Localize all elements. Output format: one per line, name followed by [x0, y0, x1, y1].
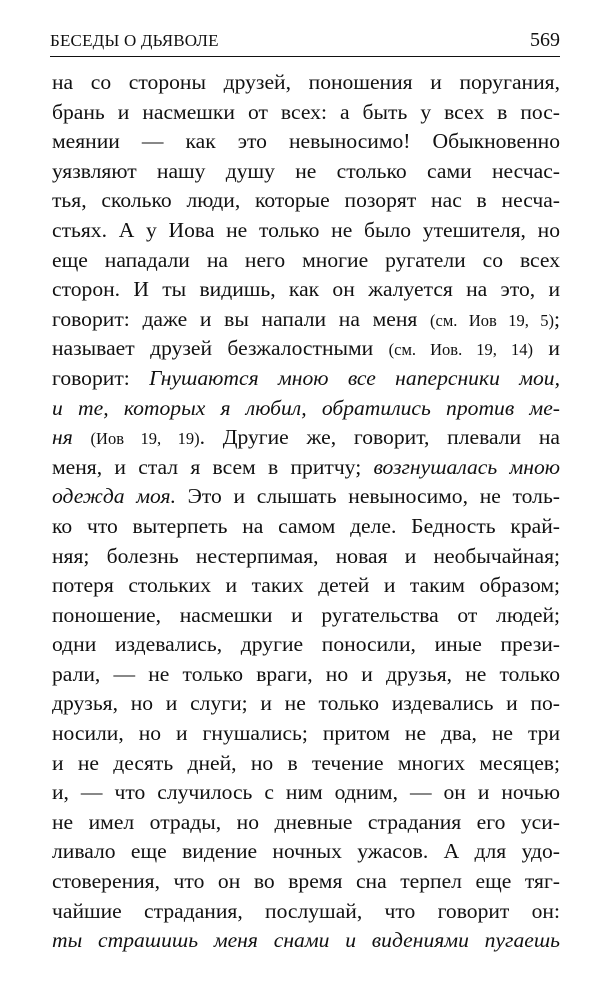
text-line: [52, 216, 560, 246]
text-segment: не имел отрады, но дневные страдания его уси-: [52, 809, 560, 834]
text-line: [52, 186, 560, 216]
text-segment: потеря стольких и таких детей и таким образом;: [52, 573, 560, 598]
text-segment: няя; болезнь нестерпимая, новая и необычайная;: [52, 543, 560, 568]
text-line: [52, 68, 560, 98]
text-segment: меня, и стал я всем в притчу;: [52, 454, 374, 479]
text-segment: брань и насмешки от всех: а быть у всех в пос-: [52, 99, 560, 124]
quotation-italic: Гнушаются мною все наперсники мои,: [149, 365, 560, 390]
quotation-italic: ня: [52, 425, 73, 450]
text-line: [52, 749, 560, 779]
text-segment: ко что вытерпеть на самом деле. Бедность край-: [52, 513, 560, 538]
text-segment: и не десять дней, но в течение многих месяцев;: [52, 750, 560, 775]
text-line: [52, 423, 560, 453]
text-segment: ;: [554, 306, 560, 331]
text-line: [52, 778, 560, 808]
text-segment: и, — что случилось с ним одним, — он и ночью: [52, 780, 560, 805]
quotation-italic: ты страшишь меня снами и видениями пугаешь: [52, 928, 560, 953]
text-line: [52, 275, 560, 305]
quotation-italic: одежда моя.: [52, 484, 176, 509]
text-line: [52, 246, 560, 276]
text-line: [52, 897, 560, 927]
text-segment: на со стороны друзей, поношения и поругания,: [52, 70, 560, 94]
text-line: [52, 512, 560, 542]
running-title: БЕСЕДЫ О ДЬЯВОЛЕ: [50, 31, 219, 50]
text-line: [52, 808, 560, 838]
text-segment: рали, — не только враги, но и друзья, не только: [52, 661, 560, 686]
text-segment: называет друзей безжалостными: [52, 336, 389, 361]
scripture-reference: (Иов 19, 19): [90, 429, 200, 449]
text-segment: уязвляют нашу душу не столько сами несчас-: [52, 158, 560, 183]
text-segment: Это и слышать невыносимо, не толь-: [175, 484, 560, 509]
text-line: [52, 926, 560, 956]
text-segment: [73, 425, 91, 449]
scripture-reference: (см. Иов. 19, 14): [388, 340, 534, 360]
text-line: [52, 394, 560, 424]
text-line: [52, 689, 560, 719]
text-line: [52, 127, 560, 157]
text-segment: говорит:: [52, 365, 150, 390]
text-line: [52, 482, 560, 512]
text-segment: стьях. А у Иова не только не было утешителя, но: [52, 217, 560, 242]
text-line: [52, 571, 560, 601]
body-text: [52, 68, 560, 956]
text-segment: носили, но и гнушались; притом не два, не три: [52, 721, 560, 746]
text-line: [52, 601, 560, 631]
text-line: [52, 157, 560, 187]
text-line: [52, 630, 560, 660]
text-segment: друзья, но и слуги; и не только издевались и по-: [52, 691, 560, 716]
quotation-italic: и те, которых я любил, обратились против ме-: [52, 395, 560, 420]
text-line: [52, 542, 560, 572]
text-segment: ливало еще видение ночных ужасов. А для удо-: [52, 839, 560, 864]
text-segment: стоверения, что он во время сна терпел еще тяг-: [52, 869, 560, 894]
running-header: [50, 28, 560, 57]
text-segment: сторон. И ты видишь, как он жалуется на это, и: [52, 277, 560, 302]
text-segment: еще нападали на него многие ругатели со всех: [52, 247, 560, 272]
text-segment: говорит: даже и вы напали на меня: [52, 306, 431, 331]
text-segment: . Другие же, говорит, плевали на: [199, 425, 560, 450]
text-line: [52, 837, 560, 867]
text-line: [52, 364, 560, 394]
text-line: [52, 334, 560, 364]
text-segment: тья, сколько люди, которые позорят нас в несча-: [52, 188, 560, 213]
text-line: [52, 660, 560, 690]
quotation-italic: возгнушалась мною: [373, 454, 560, 479]
text-segment: и: [533, 336, 560, 361]
text-line: [52, 453, 560, 483]
text-segment: чайшие страдания, послушай, что говорит он:: [52, 898, 560, 923]
text-line: [52, 98, 560, 128]
text-line: [52, 305, 560, 335]
text-segment: меянии — как это невыносимо! Обыкновенно: [52, 129, 560, 154]
text-segment: поношение, насмешки и ругательства от людей;: [52, 602, 560, 627]
scripture-reference: (см. Иов 19, 5): [430, 310, 554, 330]
text-segment: одни издевались, другие поносили, иные прези-: [52, 632, 560, 657]
text-line: [52, 867, 560, 897]
page-number: 569: [530, 29, 560, 51]
text-line: [52, 719, 560, 749]
